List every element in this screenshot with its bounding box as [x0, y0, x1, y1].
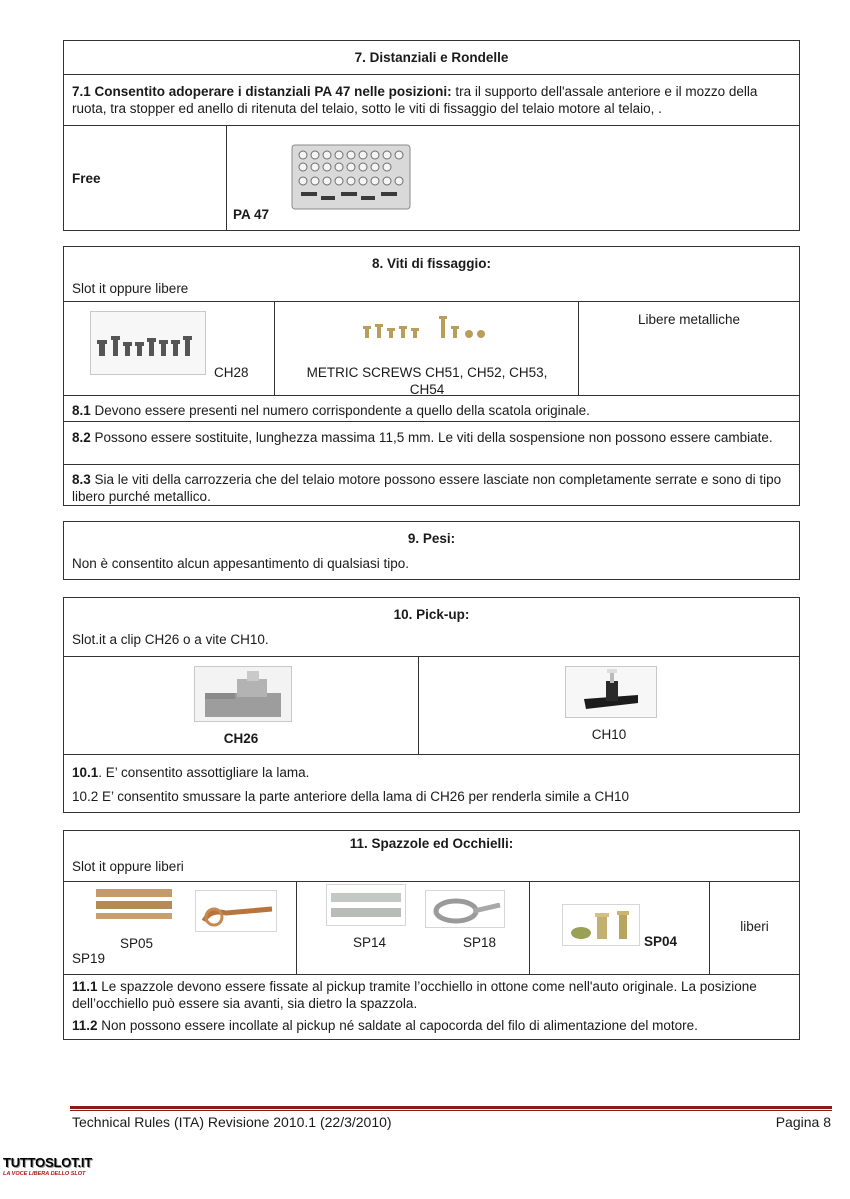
rule-8-3-row: [64, 464, 799, 505]
sp04-eyelets-image: [562, 904, 640, 946]
section-7-title: 7. Distanziali e Rondelle: [354, 50, 509, 65]
section-10-parts-row: [64, 656, 799, 754]
ch10-cell: [418, 657, 799, 754]
footer-revision: Technical Rules (ITA) Revisione 2010.1 (22/3/2010): [72, 1114, 392, 1130]
pa47-cell: [226, 126, 799, 230]
section-7-rule-row: [64, 74, 799, 125]
section-9-text: Non è consentito alcun appesantimento di qualsiasi tipo.: [72, 556, 409, 571]
ch10-label: CH10: [591, 727, 627, 742]
section-10-subtitle: Slot.it a clip CH26 o a vite CH10.: [72, 632, 269, 647]
free-metal-label: Libere metalliche: [637, 312, 741, 327]
sp05-braid-image: [94, 885, 174, 921]
sp19-copper-strip-image: [195, 890, 277, 932]
free-cell: [64, 126, 226, 230]
free-metal-cell: [578, 302, 799, 395]
metric-screws-cell: [274, 302, 578, 395]
rule-7-1: [72, 83, 787, 117]
rule-8-3-text: Sia le viti della carrozzeria che del telaio motore possono essere lasciate non completamente serrate e sono di tipo libero purché metallico.: [72, 472, 782, 504]
section-11-rules-row: [64, 974, 799, 1039]
section-7-parts-row: [64, 125, 799, 230]
section-9: [63, 521, 800, 580]
rule-11-2: [72, 1017, 787, 1034]
sp14-label: SP14: [353, 935, 387, 950]
rule-7-1-bold: Consentito adoperare i distanziali PA 47 nelle posizioni:: [94, 84, 452, 99]
rule-8-3: [72, 471, 787, 505]
section-11-title: 11. Spazzole ed Occhielli:: [349, 836, 514, 851]
sp04-label: SP04: [644, 934, 678, 949]
sp05-label: SP05: [120, 936, 154, 951]
section-8: [63, 246, 800, 506]
rule-11-1-text: Le spazzole devono essere fissate al pickup tramite l’occhiello in ottone come nell'auto originale. La posizione dell’occhiello può essere sia avanti, sia dietro la spazzola.: [72, 979, 757, 1011]
footer-divider-thin: [70, 1110, 832, 1111]
rule-10-1-num: 10.1: [72, 765, 99, 780]
rule-8-2: [72, 429, 787, 446]
metric-screws-image: [361, 314, 491, 344]
sp14-braid-image: [326, 884, 406, 926]
rule-11-1-num: 11.1: [72, 979, 98, 994]
rule-11-2-text: Non possono essere incollate al pickup né saldate al capocorda del filo di alimentazione del motore.: [101, 1018, 698, 1033]
rule-8-3-num: 8.3: [72, 472, 91, 487]
section-11: [63, 830, 800, 1040]
section-10: [63, 597, 800, 813]
rule-7-1-text: tra il supporto dell'assale anteriore e il mozzo della ruota, tra stopper ed anello di ritenuta del telaio, sotto le viti di fissaggio del telaio motore al telaio, .: [72, 84, 758, 116]
ch28-screws-image: [90, 311, 206, 375]
ch28-cell: [64, 302, 274, 395]
logo-subtitle: LA VOCE LIBERA DELLO SLOT: [3, 1171, 86, 1177]
section-10-rules-row: [64, 754, 799, 812]
rule-8-1-row: [64, 395, 799, 421]
free-brush-label: liberi: [740, 919, 769, 934]
sp05-sp19-cell: [64, 882, 296, 974]
section-8-parts-row: [64, 301, 799, 395]
free-brush-cell: [709, 882, 799, 974]
pa47-label: PA 47: [233, 207, 270, 222]
rule-8-2-text: Possono essere sostituite, lunghezza massima 11,5 mm. Le viti della sospensione non possono essere cambiate.: [94, 430, 773, 445]
ch10-pickup-image: [565, 666, 657, 718]
section-10-title: 10. Pick-up:: [393, 607, 470, 622]
logo-text: TUTTOSLOT.IT: [3, 1155, 93, 1170]
ch26-pickup-image: [194, 666, 292, 722]
rule-8-2-num: 8.2: [72, 430, 91, 445]
ch28-label: CH28: [214, 365, 249, 380]
section-7: [63, 40, 800, 231]
rule-8-1-text: Devono essere presenti nel numero corrispondente a quello della scatola originale.: [94, 403, 590, 418]
sp18-label: SP18: [463, 935, 497, 950]
rule-11-2-num: 11.2: [72, 1018, 98, 1033]
section-11-parts-row: [64, 881, 799, 974]
pa47-spacer-sheet-image: [291, 144, 411, 210]
free-label: Free: [72, 171, 101, 186]
footer-divider-thick: [70, 1106, 832, 1109]
rule-10-2: 10.2 E’ consentito smussare la parte anteriore della lama di CH26 per renderla simile a CH10: [72, 789, 630, 804]
rule-11-1: [72, 978, 787, 1012]
rule-8-1-num: 8.1: [72, 403, 91, 418]
sp04-cell: [529, 882, 709, 974]
rule-10-1: [72, 764, 787, 781]
metric-screws-label: METRIC SCREWS CH51, CH52, CH53, CH54: [306, 365, 548, 397]
ch26-cell: [64, 657, 418, 754]
sp14-sp18-cell: [296, 882, 529, 974]
section-11-subtitle: Slot it oppure liberi: [72, 859, 184, 874]
sp19-label: SP19: [72, 951, 106, 966]
rule-8-2-row: [64, 421, 799, 464]
ch26-label: CH26: [223, 731, 259, 746]
sp18-roll-image: [425, 890, 505, 928]
section-8-subtitle: Slot it oppure libere: [72, 281, 189, 296]
footer-page-number: Pagina 8: [775, 1114, 831, 1130]
rule-7-1-num: 7.1: [72, 84, 91, 99]
section-8-title: 8. Viti di fissaggio:: [371, 256, 492, 271]
section-9-title: 9. Pesi:: [407, 531, 456, 546]
rule-10-1-text: . E’ consentito assottigliare la lama.: [98, 765, 310, 780]
rule-8-1: [72, 402, 787, 419]
tuttoslot-logo: [3, 1155, 95, 1191]
